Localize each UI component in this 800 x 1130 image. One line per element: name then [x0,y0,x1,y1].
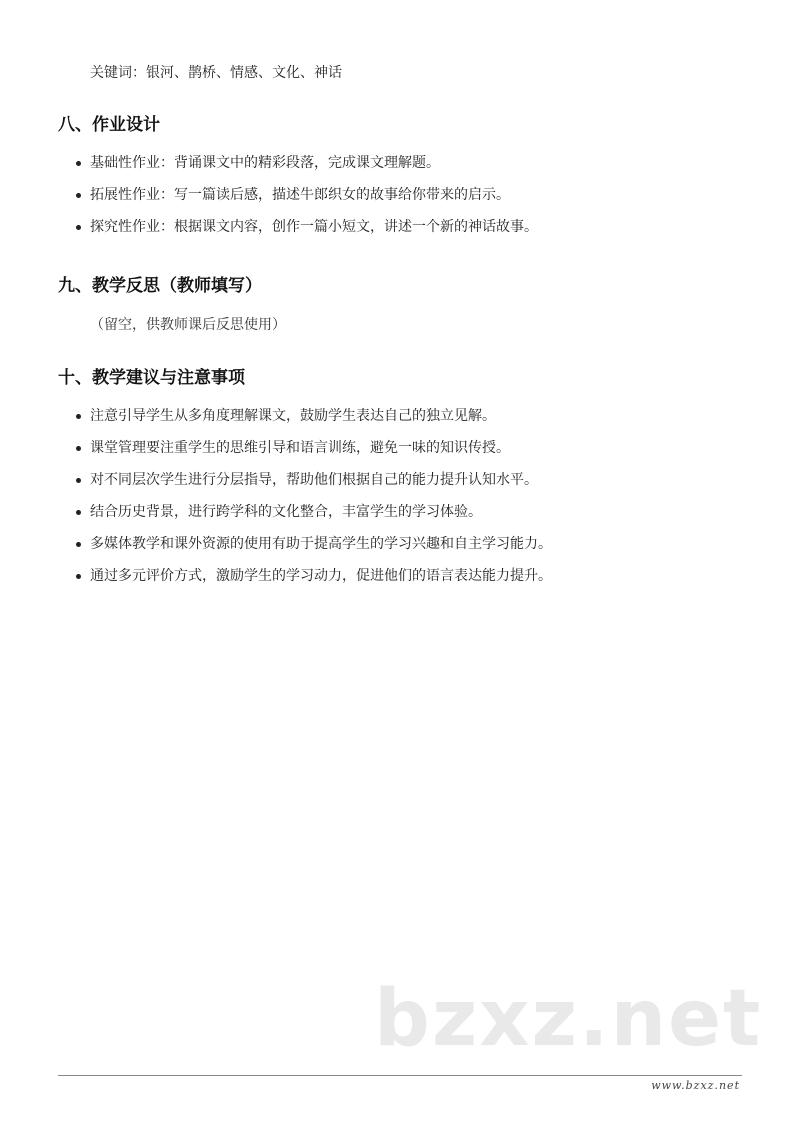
watermark: bzxz.net [374,974,763,1064]
bullet-icon [76,414,81,419]
homework-list [76,152,538,248]
section-title-reflection: 九、教学反思（教师填写） [58,276,262,296]
list-item [76,152,538,174]
bullet-icon [76,161,81,166]
footer-url[interactable]: www.bzxz.net [651,1079,740,1092]
list-item [76,437,552,459]
list-item-text: 注意引导学生从多角度理解课文，鼓励学生表达自己的独立见解。 [90,408,496,424]
section-title-homework: 八、作业设计 [58,115,160,135]
list-item [76,216,538,238]
list-item [76,405,552,427]
reflection-note: （留空，供教师课后反思使用） [90,317,286,333]
list-item [76,469,552,491]
list-item-text: 课堂管理要注重学生的思维引导和语言训练，避免一味的知识传授。 [90,440,510,456]
list-item-text: 基础性作业：背诵课文中的精彩段落，完成课文理解题。 [90,155,440,171]
list-item-text: 探究性作业：根据课文内容，创作一篇小短文，讲述一个新的神话故事。 [90,219,538,235]
list-item [76,533,552,555]
footer-divider [58,1075,742,1076]
list-item [76,565,552,587]
list-item-text: 对不同层次学生进行分层指导，帮助他们根据自己的能力提升认知水平。 [90,472,538,488]
keywords-line: 关键词：银河、鹊桥、情感、文化、神话 [90,65,342,81]
list-item [76,184,538,206]
list-item-text: 通过多元评价方式，激励学生的学习动力，促进他们的语言表达能力提升。 [90,568,552,584]
bullet-icon [76,193,81,198]
bullet-icon [76,510,81,515]
list-item-text: 拓展性作业：写一篇读后感，描述牛郎织女的故事给你带来的启示。 [90,187,510,203]
bullet-icon [76,574,81,579]
bullet-icon [76,446,81,451]
suggestions-list [76,405,552,597]
bullet-icon [76,225,81,230]
list-item-text: 多媒体教学和课外资源的使用有助于提高学生的学习兴趣和自主学习能力。 [90,536,552,552]
bullet-icon [76,542,81,547]
bullet-icon [76,478,81,483]
section-title-suggestions: 十、教学建议与注意事项 [58,368,245,388]
list-item [76,501,552,523]
list-item-text: 结合历史背景，进行跨学科的文化整合，丰富学生的学习体验。 [90,504,482,520]
